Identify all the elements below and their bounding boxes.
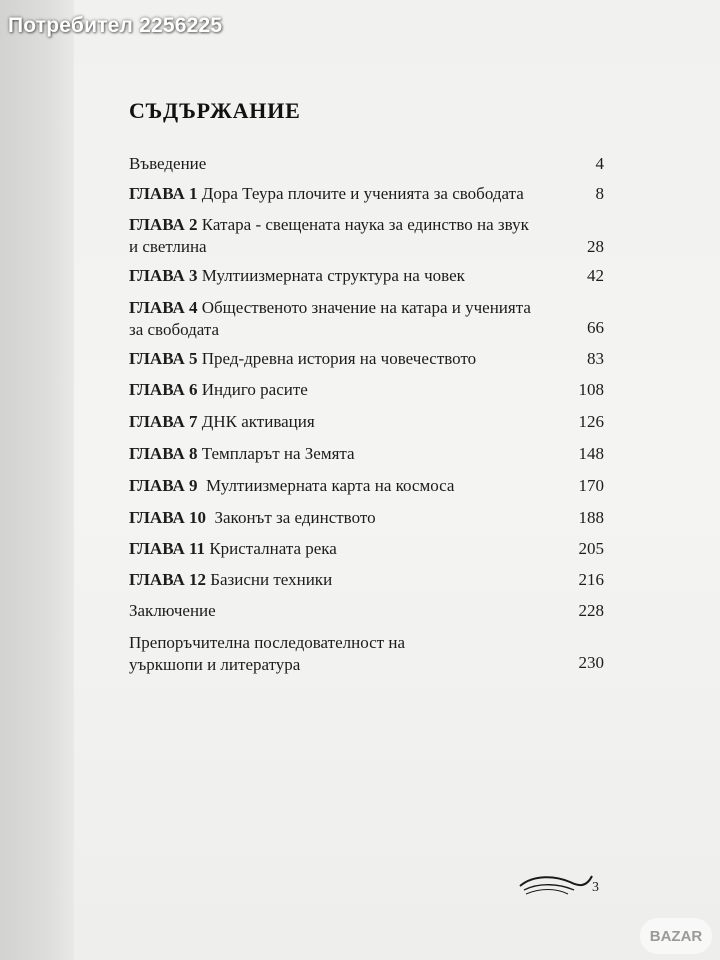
- toc-chapter-label: ГЛАВА 11: [129, 539, 206, 558]
- toc-chapter-label: ГЛАВА 6: [129, 380, 198, 399]
- toc-entry-text: Пред-древна история на човечеството: [201, 349, 477, 368]
- toc-entry-text-line2: за свободата: [129, 320, 220, 339]
- swirl-ornament-icon: [516, 868, 596, 900]
- toc-entry-text: Катара - свещената наука за единство на звук: [201, 215, 529, 234]
- bazar-logo: [640, 918, 712, 954]
- toc-page-number: 8: [595, 184, 604, 203]
- page-edge: [0, 0, 74, 960]
- toc-title: СЪДЪРЖАНИЕ: [129, 98, 301, 123]
- toc-entry-text: Общественото значение на катара и ученията: [201, 298, 531, 317]
- toc-page-number: 83: [587, 349, 604, 368]
- toc-page-number: 28: [587, 237, 604, 256]
- toc-entry-text: Законът за единството: [214, 508, 376, 527]
- toc-entry-text-line2: уъркшопи и литература: [129, 655, 301, 674]
- toc-entry-text-line2: и светлина: [129, 237, 207, 256]
- toc-entry-text: Препоръчителна последователност на: [129, 633, 405, 652]
- toc-page-number: 4: [595, 154, 604, 173]
- toc-entry-text: Мултиизмерната структура на човек: [201, 266, 465, 285]
- toc-page-number: 170: [578, 476, 604, 495]
- toc-entry-text: Базисни техники: [210, 570, 333, 589]
- toc-entry-text: Темпларът на Земята: [201, 444, 355, 463]
- toc-entry-text: Мултиизмерната карта на космоса: [206, 476, 455, 495]
- toc-chapter-label: ГЛАВА 2: [129, 215, 198, 234]
- toc-chapter-label: ГЛАВА 8: [129, 444, 198, 463]
- toc-entry-text: Заключение: [129, 601, 216, 620]
- toc-page-number: 148: [578, 444, 604, 463]
- toc-page-number: 188: [578, 508, 604, 527]
- toc-chapter-label: ГЛАВА 1: [129, 184, 198, 203]
- toc-entry-text: Кристалната река: [209, 539, 337, 558]
- toc-entry-text: Въведение: [129, 154, 207, 173]
- toc-chapter-label: ГЛАВА 9: [129, 476, 198, 495]
- toc-page-number: 66: [587, 318, 604, 337]
- toc-page-number: 108: [578, 380, 604, 399]
- toc-entry-text: Индиго расите: [201, 380, 308, 399]
- toc-chapter-label: ГЛАВА 4: [129, 298, 198, 317]
- toc-entry-text: ДНК активация: [201, 412, 315, 431]
- toc-chapter-label: ГЛАВА 5: [129, 349, 198, 368]
- toc-page-number: 230: [578, 653, 604, 672]
- toc-chapter-label: ГЛАВА 10: [129, 508, 206, 527]
- toc-chapter-label: ГЛАВА 3: [129, 266, 198, 285]
- logo-text: BAZAR: [649, 927, 703, 945]
- toc-page-number: 205: [578, 539, 604, 558]
- toc-entry-text: Дора Теура плочите и ученията за свободата: [201, 184, 524, 203]
- page-number: 3: [592, 880, 599, 895]
- toc-page-number: 126: [578, 412, 604, 431]
- toc-page-number: 42: [587, 266, 604, 285]
- toc-page-number: 228: [578, 601, 604, 620]
- toc-chapter-label: ГЛАВА 7: [129, 412, 198, 431]
- toc-page-number: 216: [578, 570, 604, 589]
- user-watermark: Потребител 2256225: [8, 14, 223, 37]
- toc-chapter-label: ГЛАВА 12: [129, 570, 206, 589]
